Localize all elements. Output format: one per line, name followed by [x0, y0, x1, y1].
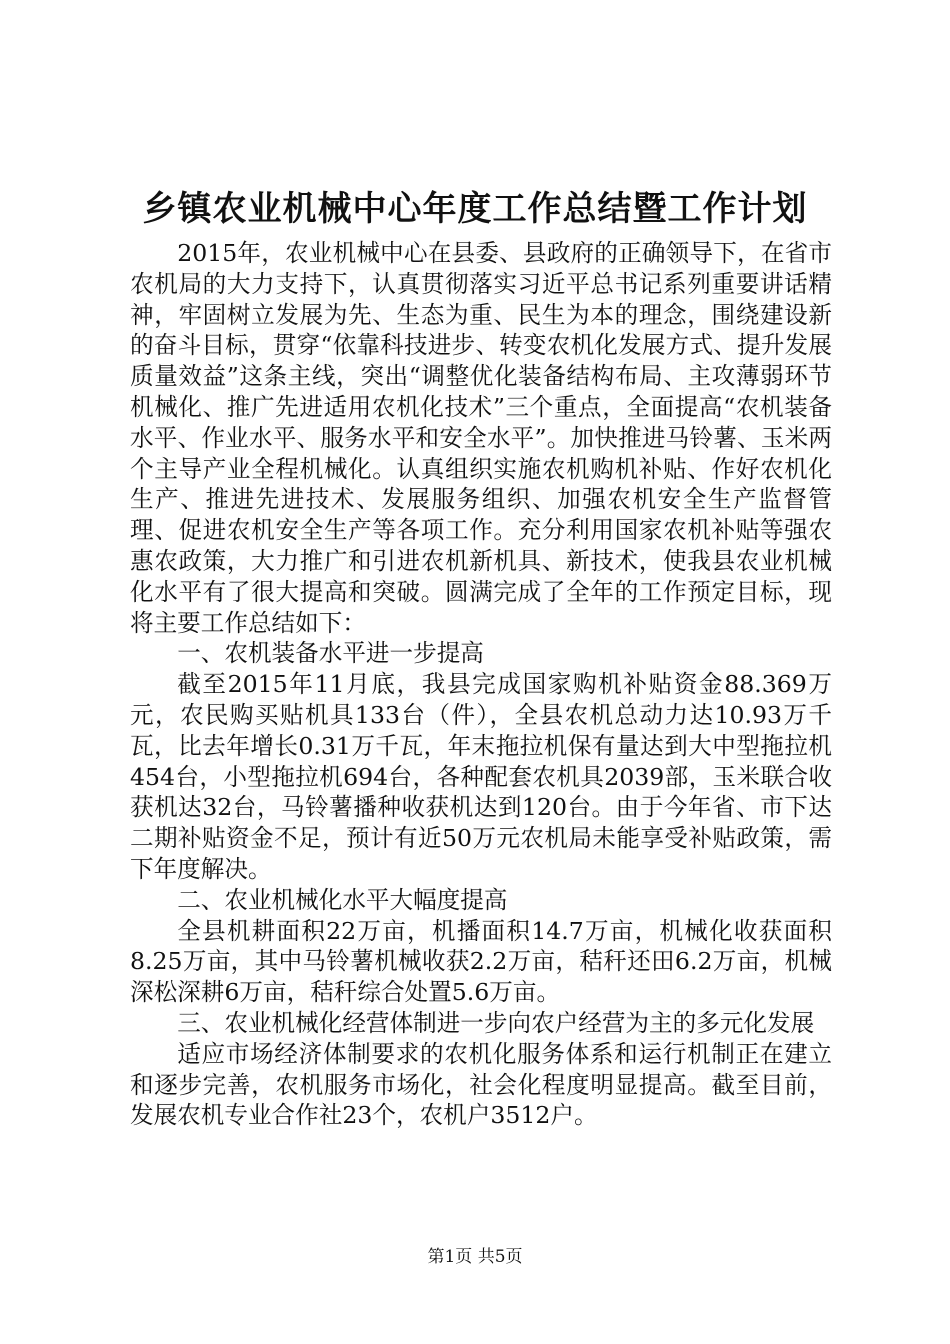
document-title: 乡镇农业机械中心年度工作总结暨工作计划	[142, 189, 808, 229]
page-indicator: 第1页 共5页	[427, 1247, 523, 1267]
section-paragraph-3: 适应市场经济体制要求的农机化服务体系和运行机制正在建立和逐步完善，农机服务市场化，社会化程度明显提高。截至目前，发展农机专业合作社23个，农机户3512户。	[130, 1039, 832, 1130]
section-heading-2: 二、农业机械化水平大幅度提高	[177, 885, 508, 914]
section-paragraph-2: 全县机耕面积22万亩，机播面积14.7万亩，机械化收获面积8.25万亩，其中马铃薯机械收获2.2万亩，秸秆还田6.2万亩，机械深松深耕6万亩，秸秆综合处置5.6万亩。	[130, 916, 832, 1007]
intro-paragraph: 2015年，农业机械中心在县委、县政府的正确领导下，在省市农机局的大力支持下，认真贯彻落实习近平总书记系列重要讲话精神，牢固树立发展为先、生态为重、民生为本的理念，围绕建设新的奋斗目标，贯穿“依靠科技进步、转变农机化发展方式、提升发展质量效益”这条主线，突出“调整优化装备结构布局、主攻薄弱环节机械化、推广先进适用农机化技术”三个重点，全面提高“农机装备水平、作业水平、服务水平和安全水平”。加快推进马铃薯、玉米两个主导产业全程机械化。认真组织实施农机购机补贴、作好农机化生产、推进先进技术、发展服务组织、加强农机安全生产监督管理、促进农机安全生产等各项工作。充分利用国家农机补贴等强农惠农政策，大力推广和引进农机新机具、新技术，使我县农业机械化水平有了很大提高和突破。圆满完成了全年的工作预定目标，现将主要工作总结如下：	[130, 239, 832, 637]
section-heading-1: 一、农机装备水平进一步提高	[177, 639, 484, 668]
section-heading-3: 三、农业机械化经营体制进一步向农户经营为主的多元化发展	[177, 1008, 815, 1037]
document-body	[130, 238, 832, 1131]
section-paragraph-1: 截至2015年11月底，我县完成国家购机补贴资金88.369万元，农民购买贴机具133台（件），全县农机总动力达10.93万千瓦，比去年增长0.31万千瓦，年末拖拉机保有量达到大中型拖拉机454台，小型拖拉机694台，各种配套农机具2039部，玉米联合收获机达32台，马铃薯播种收获机达到120台。由于今年省、市下达二期补贴资金不足，预计有近50万元农机局未能享受补贴政策，需下年度解决。	[130, 670, 832, 883]
